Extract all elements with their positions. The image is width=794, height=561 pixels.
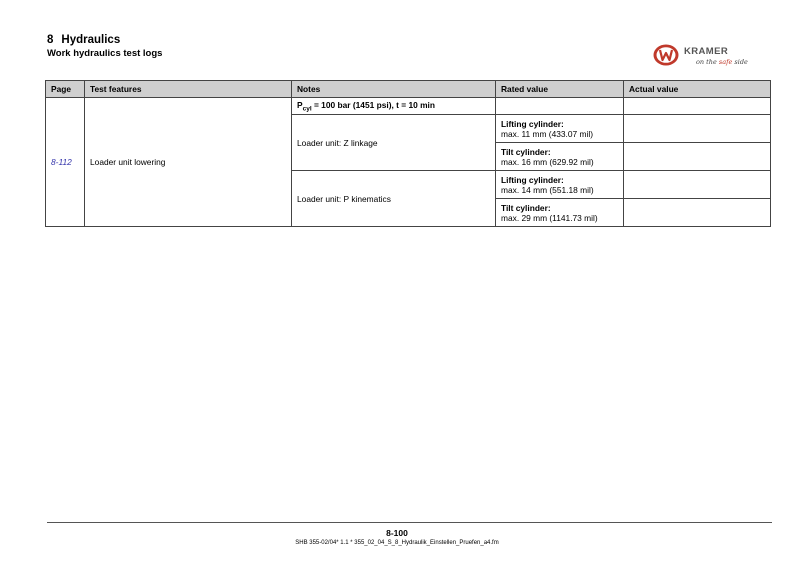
kramer-logo — [652, 43, 752, 69]
footer-page-number: 8-100 — [386, 528, 408, 538]
rated-value-cell — [496, 171, 624, 199]
rated-value-cell — [496, 98, 624, 115]
section-subtitle: Work hydraulics test logs — [47, 48, 163, 59]
test-feature-cell: Loader unit lowering — [85, 98, 292, 227]
chapter-heading — [47, 33, 162, 47]
actual-value-cell[interactable] — [624, 143, 771, 171]
actual-value-cell[interactable] — [624, 199, 771, 227]
rated-value-cell — [496, 115, 624, 143]
rated-label: Tilt cylinder: — [501, 202, 551, 213]
rated-value-cell — [496, 199, 624, 227]
chapter-title: Hydraulics — [61, 34, 121, 46]
tagline-accent: safe — [718, 58, 733, 66]
condition-cell — [292, 98, 496, 115]
page-ref-cell — [46, 98, 85, 227]
rated-label: Tilt cylinder: — [501, 146, 551, 157]
header-notes: Notes — [292, 81, 496, 98]
rated-value: max. 16 mm (629.92 mil) — [501, 156, 594, 167]
test-log-table — [45, 80, 771, 227]
rated-value: max. 29 mm (1141.73 mil) — [501, 212, 598, 223]
rated-value: max. 14 mm (551.18 mil) — [501, 184, 594, 195]
rated-label: Lifting cylinder: — [501, 174, 564, 185]
pressure-subscript: cyl — [302, 105, 312, 113]
tagline-suffix: side — [732, 58, 748, 66]
page-header — [47, 33, 162, 60]
actual-value-cell[interactable] — [624, 171, 771, 199]
header-rated-value: Rated value — [496, 81, 624, 98]
chapter-number: 8 — [47, 34, 54, 46]
logo-tagline — [696, 58, 748, 66]
actual-value-cell — [624, 98, 771, 115]
pressure-symbol: P — [297, 99, 303, 110]
header-actual-value: Actual value — [624, 81, 771, 98]
kramer-emblem-icon — [652, 43, 680, 67]
actual-value-cell[interactable] — [624, 115, 771, 143]
rated-label: Lifting cylinder: — [501, 118, 564, 129]
rated-value-cell — [496, 143, 624, 171]
rated-value: max. 11 mm (433.07 mil) — [501, 128, 593, 139]
page-ref-link[interactable]: 8-112 — [51, 157, 72, 167]
table-header-row — [46, 81, 771, 98]
header-page: Page — [46, 81, 85, 98]
logo-brand: KRAMER — [684, 46, 729, 57]
tagline-prefix: on the — [696, 58, 719, 66]
note-cell: Loader unit: Z linkage — [292, 115, 496, 171]
table-row — [46, 98, 771, 115]
footer-doc-ref: SHB 355-02/04* 1.1 * 355_02_04_S_8_Hydraulik_Einstellen_Pruefen_a4.fm — [295, 540, 499, 546]
footer-divider — [47, 522, 772, 523]
note-cell: Loader unit: P kinematics — [292, 171, 496, 227]
condition-text: = 100 bar (1451 psi), t = 10 min — [311, 99, 436, 110]
header-test-features: Test features — [85, 81, 292, 98]
